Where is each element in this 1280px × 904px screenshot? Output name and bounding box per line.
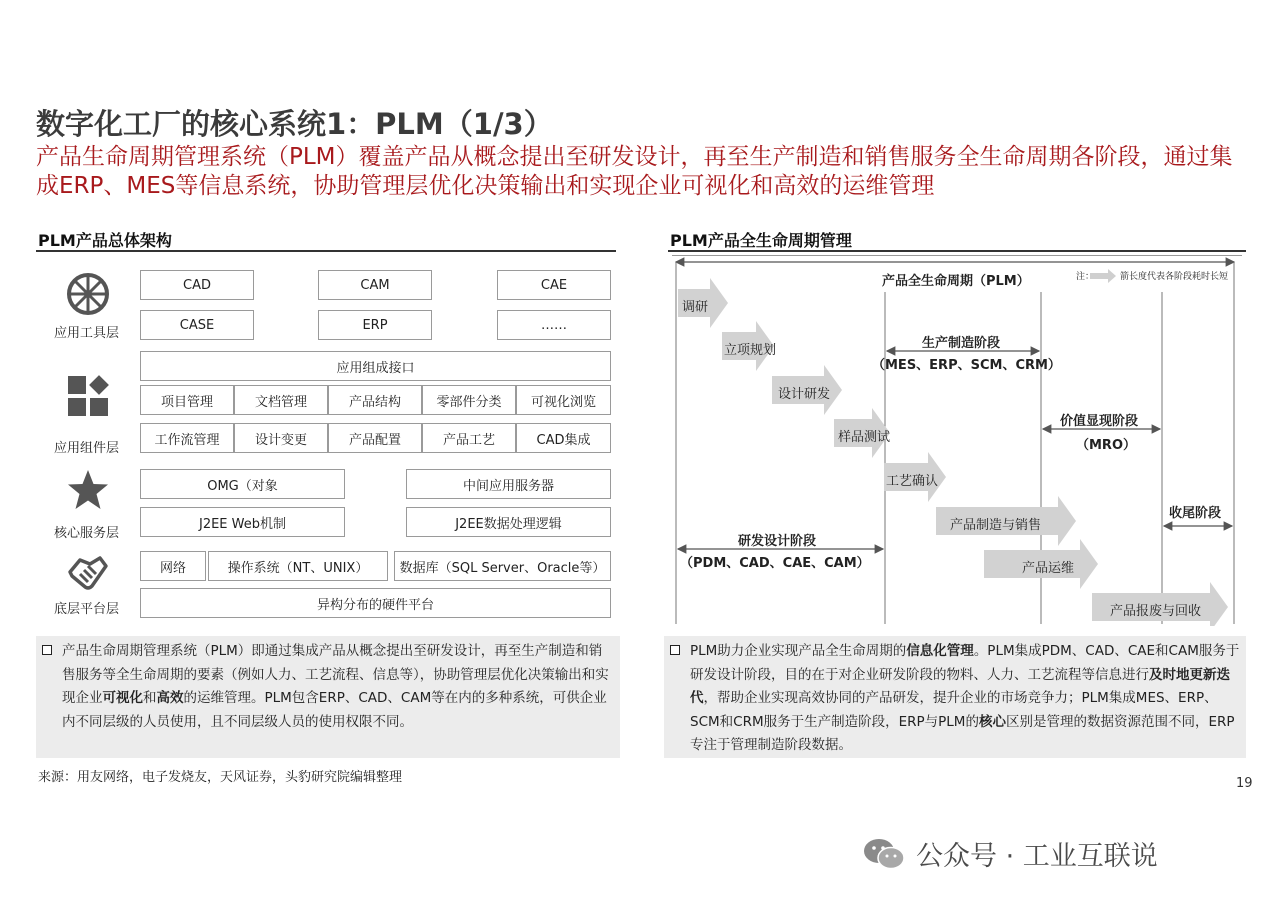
component-box: 零部件分类 [422, 385, 516, 415]
architecture-diagram [36, 262, 616, 622]
note-bold: 核心 [978, 713, 1006, 730]
component-box: 产品配置 [328, 423, 422, 453]
bullet-square-icon [670, 645, 680, 655]
platform-box-network: 网络 [140, 551, 206, 581]
layer-label-components: 应用组件层 [54, 441, 120, 456]
note-text: 和 [143, 690, 157, 706]
source-note: 来源：用友网络，电子发烧友，天风证券，头豹研究院编辑整理 [38, 770, 403, 785]
step-manufacture-sales: 产品制造与销售 [950, 518, 1042, 533]
component-box: 可视化浏览 [516, 385, 611, 415]
component-box: 设计变更 [234, 423, 328, 453]
step-sample-test: 样品测试 [838, 430, 891, 445]
component-box: 项目管理 [140, 385, 234, 415]
star-icon [66, 468, 110, 512]
note-text: ，帮助企业实现高效协同的产品研发，提升企业的市场竞争力；PLM集成MES、ERP、SCM和CRM服务于生产制造阶段，ERP与PLM的 [690, 690, 1218, 730]
stage-rd-label: 研发设计阶段 [738, 534, 817, 549]
note-text: 的运维管理。PLM包含ERP、CAD、CAM等在内的多种系统，可供企业内不同层级的人员使用，且不同层级人员的使用权限不同。 [62, 690, 607, 730]
bullet-square-icon [42, 645, 52, 655]
right-note [664, 636, 1246, 758]
tool-box-erp: ERP [318, 310, 432, 340]
layer-label-core: 核心服务层 [54, 526, 120, 541]
note-text: 产品生命周期管理系统（PLM）即通过集成产品从概念提出至研发设计，再至生产制造和销售服务等全生命周期的要素（例如人力、工艺流程、信息等），协助管理层优化决策输出和实现企业 [62, 643, 609, 706]
handshake-icon [66, 552, 110, 596]
core-box: 中间应用服务器 [406, 469, 611, 499]
component-box: 工作流管理 [140, 423, 234, 453]
component-box: 产品结构 [328, 385, 422, 415]
page-title: 数字化工厂的核心系统1：PLM（1/3） [36, 107, 553, 141]
step-process-confirm: 工艺确认 [886, 474, 939, 489]
stage-value-sub: （MRO） [1076, 438, 1136, 453]
tool-box-more: …… [497, 310, 611, 340]
stage-value-label: 价值显现阶段 [1060, 414, 1139, 429]
left-section-title: PLM产品总体架构 [38, 231, 172, 250]
note-bold: 信息化管理 [906, 643, 974, 659]
left-section-rule [36, 250, 616, 252]
blocks-icon [66, 374, 110, 418]
platform-box-os: 操作系统（NT、UNIX） [208, 551, 388, 581]
step-design: 设计研发 [778, 387, 831, 402]
stage-production-sub: （MES、ERP、SCM、CRM） [872, 358, 1061, 373]
tool-box-cad: CAD [140, 270, 254, 300]
left-note [36, 636, 620, 758]
tool-box-case: CASE [140, 310, 254, 340]
tool-box-cam: CAM [318, 270, 432, 300]
component-box: 文档管理 [234, 385, 328, 415]
note-bold: 及时地更新迭代 [690, 666, 1230, 706]
layer-label-platform: 底层平台层 [54, 602, 120, 617]
note-text: 。PLM集成PDM、CAD、CAE和CAM服务于研发设计阶段，目的在于对企业研发阶段的物料、人力、工艺流程等信息进行 [690, 643, 1240, 683]
core-box: J2EE数据处理逻辑 [406, 507, 611, 537]
step-scrap-recycle: 产品报废与回收 [1110, 604, 1202, 619]
note-text: PLM助力企业实现产品全生命周期的 [690, 643, 907, 659]
component-box: 产品工艺 [422, 423, 516, 453]
step-operation: 产品运维 [1022, 561, 1075, 576]
layer-label-tools: 应用工具层 [54, 326, 120, 341]
core-box: OMG（对象 [140, 469, 345, 499]
step-research: 调研 [682, 300, 709, 315]
component-interface-box: 应用组成接口 [140, 351, 611, 381]
right-section-rule [668, 250, 1246, 252]
wechat-icon [862, 836, 906, 872]
lifecycle-diagram [672, 255, 1242, 625]
tool-box-cae: CAE [497, 270, 611, 300]
page-subtitle: 产品生命周期管理系统（PLM）覆盖产品从概念提出至研发设计，再至生产制造和销售服务全生命周期各阶段，通过集成ERP、MES等信息系统，协助管理层优化决策输出和实现企业可视化和高效的运维管理 [36, 144, 1233, 199]
note-text: 区别是管理的数据资源范围不同，ERP专注于管理制造阶段数据。 [690, 713, 1235, 753]
watermark [862, 834, 1158, 873]
legend-text: 箭长度代表各阶段耗时长短 [1120, 272, 1229, 282]
page-number: 19 [1236, 776, 1253, 791]
platform-box-database: 数据库（SQL Server、Oracle等） [394, 551, 611, 581]
note-bold: 高效 [156, 690, 184, 706]
stage-end-label: 收尾阶段 [1169, 506, 1222, 521]
right-section-title: PLM产品全生命周期管理 [670, 231, 852, 250]
stage-rd-sub: （PDM、CAD、CAE、CAM） [680, 556, 870, 571]
stage-production-label: 生产制造阶段 [922, 336, 1001, 351]
platform-box-hardware: 异构分布的硬件平台 [140, 588, 611, 618]
component-box: CAD集成 [516, 423, 611, 453]
step-planning: 立项规划 [724, 343, 777, 358]
lifecycle-top-label: 产品全生命周期（PLM） [882, 274, 1030, 289]
core-box: J2EE Web机制 [140, 507, 345, 537]
watermark-text: 公众号 · 工业互联说 [916, 841, 1158, 872]
note-bold: 可视化 [102, 690, 143, 706]
wheel-icon [66, 272, 110, 316]
legend-label: 注： [1076, 272, 1095, 282]
